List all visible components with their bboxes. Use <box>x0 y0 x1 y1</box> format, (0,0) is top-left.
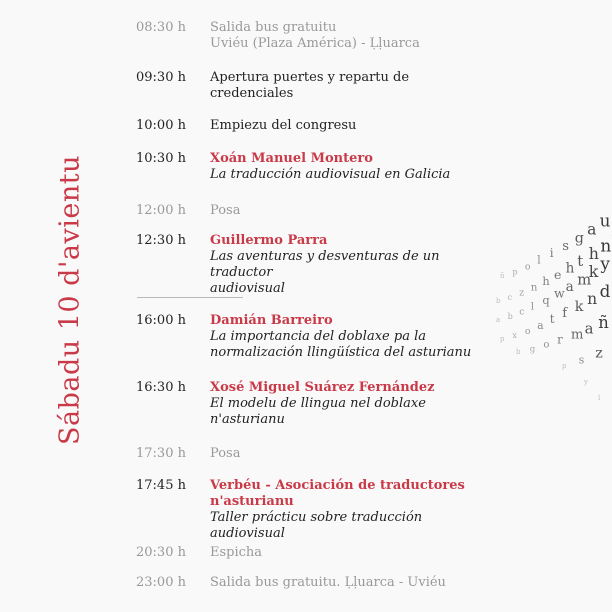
speaker-name: Verbéu - Asociación de traductores <box>210 478 465 493</box>
event-time: 12:30 h <box>136 233 186 248</box>
event-description <box>210 70 500 102</box>
talk-title: normalización llingüística del asturianu <box>210 345 472 360</box>
decorative-letter: s <box>562 239 569 255</box>
decorative-letter: ñ <box>500 272 505 280</box>
event-description <box>210 313 500 361</box>
event-time: 10:30 h <box>136 151 186 166</box>
decorative-letter: y <box>600 253 610 274</box>
event-description <box>210 575 500 591</box>
decorative-letter: x <box>512 330 518 341</box>
event-time: 17:45 h <box>136 478 186 493</box>
event-description <box>210 545 500 561</box>
decorative-letter: z <box>595 345 603 362</box>
talk-title: n'asturianu <box>210 412 285 427</box>
talk-title: Taller prácticu sobre traducción audiovisual <box>210 510 423 541</box>
decorative-letter: a <box>587 220 597 239</box>
event-label: Posa <box>210 446 241 461</box>
decorative-letter: t <box>577 252 584 270</box>
event-time: 23:00 h <box>136 575 186 590</box>
event-description <box>210 203 500 219</box>
decorative-letter: k <box>588 262 599 282</box>
speaker-name: Guillermo Parra <box>210 233 328 248</box>
talk-title: La importancia del doblaxe pa la <box>210 329 426 344</box>
event-time: 08:30 h <box>136 20 186 35</box>
event-label: Uviéu (Plaza América) - Ḷḷuarca <box>210 36 420 51</box>
speaker-name: Xosé Miguel Suárez Fernández <box>210 380 435 395</box>
event-time: 16:30 h <box>136 380 186 395</box>
decorative-letter: g <box>529 344 536 355</box>
event-time: 16:00 h <box>136 313 186 328</box>
decorative-letter: p <box>500 335 505 343</box>
decorative-letter: n <box>530 281 538 294</box>
talk-title: El modelu de llingua nel doblaxe <box>210 396 426 411</box>
decorative-letter: n <box>587 290 598 309</box>
event-time: 17:30 h <box>136 446 186 461</box>
event-description <box>210 118 500 134</box>
decorative-letter: o <box>524 325 531 337</box>
decorative-letter: a <box>584 319 594 338</box>
decorative-letter: f <box>562 306 568 322</box>
decorative-letter: m <box>577 271 592 289</box>
event-description <box>210 151 500 183</box>
event-description <box>210 380 500 428</box>
event-description <box>210 20 500 52</box>
section-divider <box>137 297 243 298</box>
event-label: Salida bus gratuitu <box>210 20 337 35</box>
event-label: Posa <box>210 203 241 218</box>
event-label: Espicha <box>210 545 263 560</box>
decorative-letter: o <box>524 261 531 273</box>
decorative-letter: a <box>565 279 574 296</box>
decorative-letter: l <box>530 300 535 313</box>
event-description <box>210 233 500 297</box>
decorative-letter: p <box>512 266 518 277</box>
decorative-letter: w <box>554 285 565 301</box>
talk-title: Las aventuras y desventuras de un traductor <box>210 249 440 280</box>
decorative-letter: p <box>562 362 567 370</box>
speaker-name: Xoán Manuel Montero <box>210 151 373 166</box>
decorative-letter: h <box>588 243 599 263</box>
talk-title: La traducción audiovisual en Galicia <box>210 167 451 182</box>
decorative-letter: z <box>519 287 525 299</box>
decorative-letter: h <box>542 274 550 289</box>
decorative-letter: m <box>570 327 584 343</box>
decorative-letter: g <box>574 230 584 247</box>
decorative-letter: a <box>496 316 501 324</box>
decorative-letter: i <box>549 246 554 261</box>
decorative-letter: y <box>584 378 588 386</box>
decorative-letter: h <box>565 260 575 277</box>
decorative-letter: o <box>543 339 550 351</box>
decorative-letter: u <box>599 210 611 231</box>
decorative-letter: q <box>542 292 550 307</box>
event-time: 12:00 h <box>136 203 186 218</box>
event-time: 09:30 h <box>136 70 186 85</box>
decorative-letter: l <box>537 253 541 267</box>
event-label: Apertura puertes y repartu de <box>210 70 410 85</box>
decorative-letter: d <box>599 281 611 302</box>
decorative-letter: t <box>549 312 555 327</box>
decorative-letter: b <box>507 311 513 321</box>
event-label: Empiezu del congresu <box>210 118 357 133</box>
event-label: Salida bus gratuitu. Ḷḷuarca - Uviéu <box>210 575 446 590</box>
decorative-letter: e <box>554 267 562 282</box>
speaker-name: n'asturianu <box>210 494 294 509</box>
event-label: credenciales <box>210 86 294 101</box>
decorative-letter: b <box>516 348 521 356</box>
decorative-letter: r <box>557 332 563 347</box>
event-time: 10:00 h <box>136 118 186 133</box>
day-title: Sábadu 10 d'avientu <box>54 155 86 445</box>
decorative-letter: s <box>578 353 585 367</box>
talk-title: audiovisual <box>210 281 285 296</box>
decorative-letter: ñ <box>598 312 609 332</box>
event-time: 20:30 h <box>136 545 186 560</box>
decorative-letter: a <box>537 318 544 332</box>
decorative-letter: l <box>598 394 601 402</box>
event-description <box>210 446 500 462</box>
decorative-letter: n <box>600 235 612 256</box>
decorative-letter: c <box>507 292 513 302</box>
decorative-letter: b <box>496 297 501 305</box>
speaker-name: Damián Barreiro <box>210 313 333 328</box>
decorative-letter: c <box>519 306 525 318</box>
event-description <box>210 478 500 542</box>
decorative-letter: k <box>574 298 584 315</box>
